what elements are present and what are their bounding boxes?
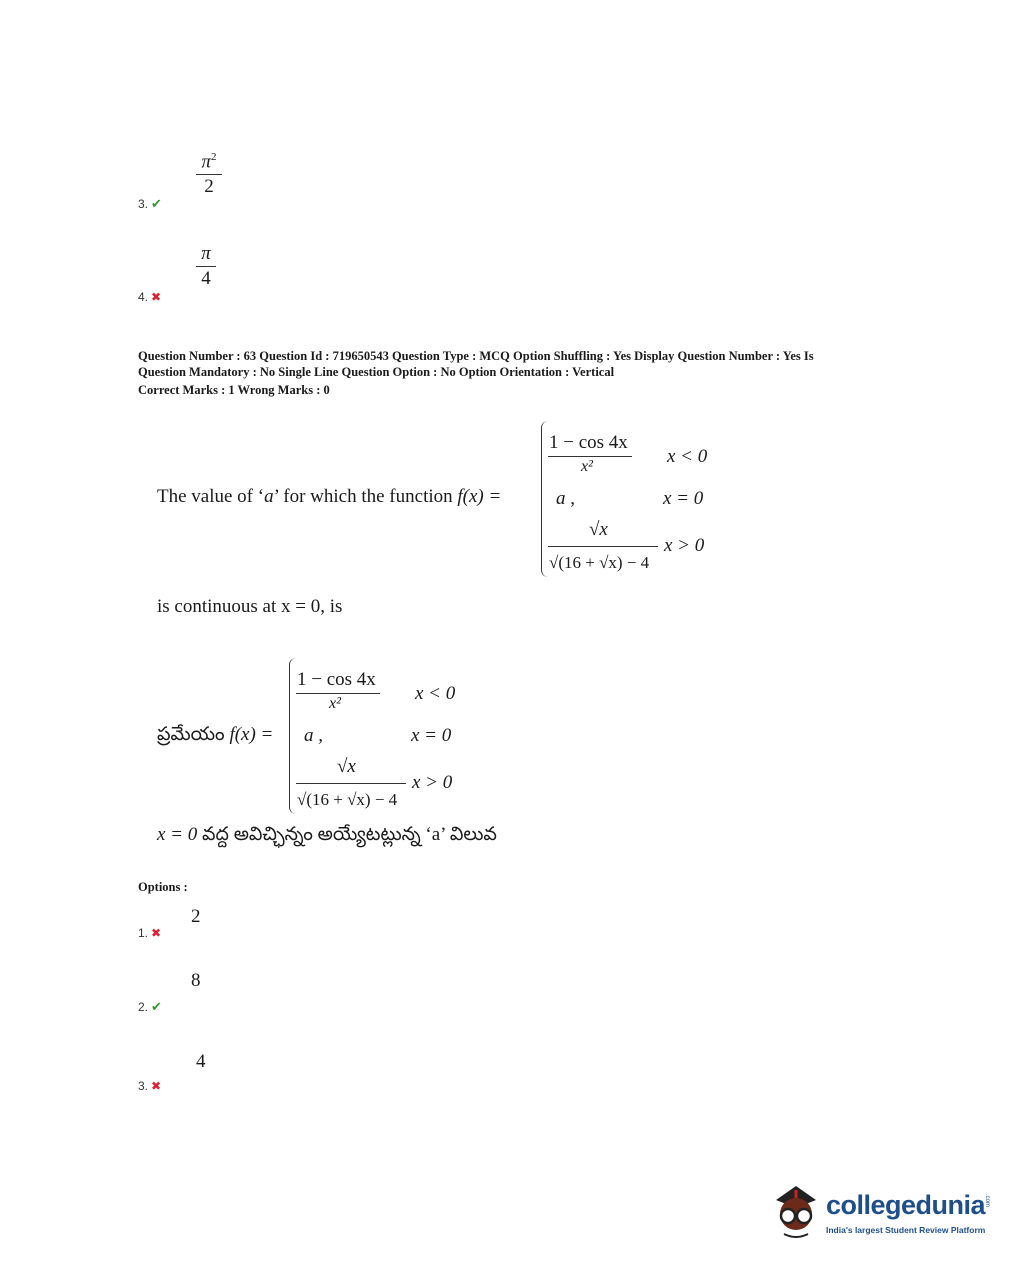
correct-icon: ✔ — [151, 999, 162, 1014]
case1-condition-te: x < 0 — [415, 683, 456, 704]
wrong-icon: ✖ — [151, 926, 162, 940]
question-text-te-suffix: x = 0 వద్ద అవిచ్ఛిన్నం అయ్యేటట్లున్న ‘a’ విలువ — [157, 824, 497, 845]
mascot-icon — [766, 1178, 824, 1246]
prev-option-3[interactable]: 3. ✔ — [138, 196, 162, 211]
correct-icon: ✔ — [151, 196, 162, 211]
case3-denominator-te: √(16 + √x) − 4 — [297, 790, 398, 809]
question-text-en-suffix: is continuous at x = 0, is — [157, 596, 343, 617]
option-3-value: 4 — [196, 1051, 206, 1072]
logo-badge: .com — [984, 1194, 990, 1208]
question-text-te: ప్రమేయం f(x) = — [157, 724, 274, 745]
prev-option-4-fraction: π 4 — [196, 243, 216, 290]
case1-condition-en: x < 0 — [667, 446, 708, 467]
option-3[interactable]: 3. ✖ — [138, 1079, 162, 1093]
question-meta-line1: Question Number : 63 Question Id : 719650543 Question Type : MCQ Option Shuffling : Yes Display Question Number : Yes Is — [138, 349, 814, 363]
logo-tagline: India's largest Student Review Platform — [826, 1225, 986, 1235]
case2-condition-te: x = 0 — [411, 725, 452, 746]
option-1-value: 2 — [191, 906, 201, 927]
case2-value-te: a , — [304, 725, 323, 746]
prev-option-4[interactable]: 4. ✖ — [138, 290, 162, 304]
options-label: Options : — [138, 880, 188, 894]
option-2-value: 8 — [191, 970, 201, 991]
case1-denominator-en: x² — [581, 458, 593, 475]
question-text-en: The value of ‘a’ for which the function f(x) = — [157, 486, 502, 507]
case2-condition-en: x = 0 — [663, 488, 704, 509]
case3-condition-te: x > 0 — [412, 772, 453, 793]
collegedunia-logo[interactable] — [766, 1178, 996, 1248]
question-meta-line2: Question Mandatory : No Single Line Question Option : No Option Orientation : Vertical — [138, 365, 615, 379]
option-1[interactable]: 1. ✖ — [138, 926, 162, 940]
prev-option-3-fraction: $\pi^2$ 2 — [196, 146, 222, 198]
fraction-numerator: $\pi^2$ — [201, 151, 217, 173]
case3-numerator-te: √x — [337, 756, 356, 777]
wrong-icon: ✖ — [151, 290, 162, 304]
case3-condition-en: x > 0 — [664, 535, 705, 556]
option-2[interactable]: 2. ✔ — [138, 999, 162, 1014]
case3-denominator-en: √(16 + √x) − 4 — [549, 553, 650, 572]
wrong-icon: ✖ — [151, 1079, 162, 1093]
case1-denominator-te: x² — [329, 695, 341, 712]
piecewise-brace-en — [541, 421, 548, 577]
case3-numerator-en: √x — [589, 519, 608, 540]
piecewise-brace-te — [289, 658, 296, 814]
case1-numerator-te: 1 − cos 4x — [297, 669, 376, 690]
case2-value-en: a , — [556, 488, 575, 509]
case1-numerator-en: 1 − cos 4x — [549, 432, 628, 453]
logo-wordmark: collegedunia — [826, 1190, 986, 1220]
question-marks: Correct Marks : 1 Wrong Marks : 0 — [138, 383, 330, 397]
